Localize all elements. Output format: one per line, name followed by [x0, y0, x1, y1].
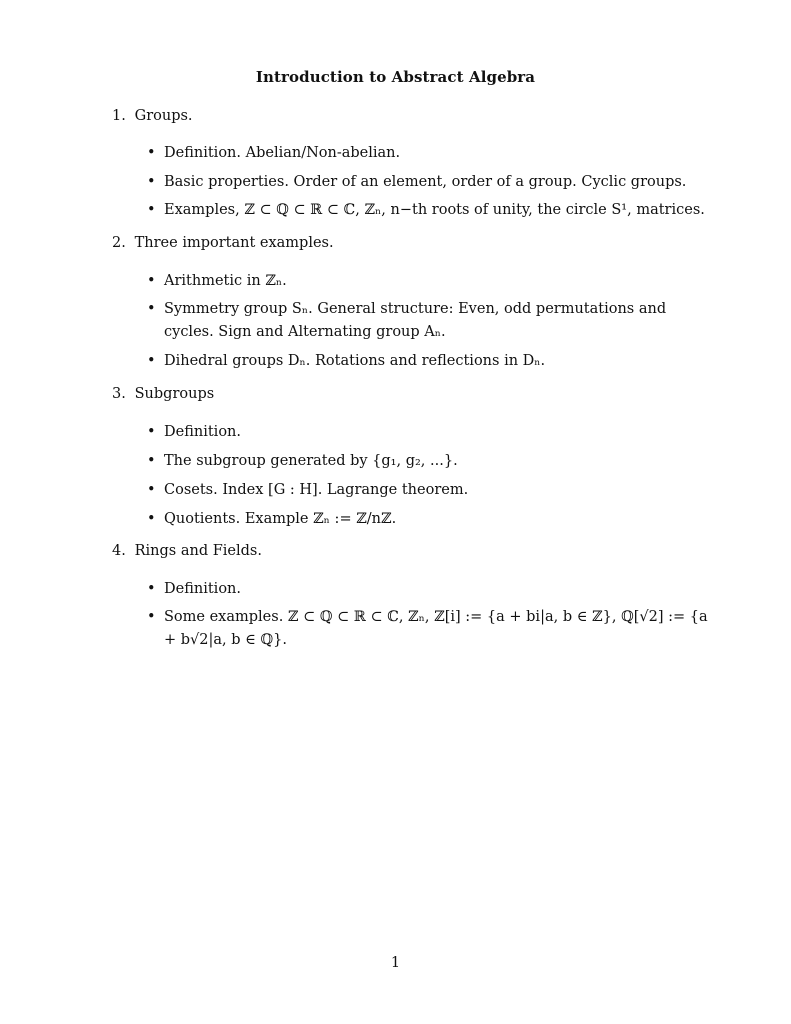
list-item: [149, 479, 719, 502]
section-number: 2.: [112, 235, 126, 251]
section-heading-subgroups: [112, 386, 214, 402]
bullet-icon: •: [147, 301, 156, 317]
list-item: [149, 298, 719, 344]
bullet-icon: •: [147, 453, 156, 469]
list-item: [149, 270, 719, 293]
list-item-text: Symmetry group Sₙ. General structure: Even, odd permutations and cycles. Sign and Alternating group Aₙ.: [164, 301, 667, 340]
list-item-text: Definition.: [164, 581, 241, 597]
list-item: [149, 142, 719, 165]
bullet-icon: •: [147, 174, 156, 190]
section-number: 1.: [112, 108, 126, 124]
list-item-text: Quotients. Example ℤₙ := ℤ/nℤ.: [164, 511, 397, 527]
section-title: Groups.: [134, 108, 193, 124]
list-item-text: Definition.: [164, 424, 241, 440]
list-item: [149, 508, 719, 531]
section-number: 3.: [112, 386, 126, 402]
section-heading-rings-fields: [112, 543, 262, 559]
list-item-text: Some examples. ℤ ⊂ ℚ ⊂ ℝ ⊂ ℂ, ℤₙ, ℤ[i] := {a + bi|a, b ∈ ℤ}, ℚ[√2] := {a + b√2|a, b ∈ ℚ}.: [164, 609, 708, 648]
section-heading-three-examples: [112, 235, 334, 251]
bullet-icon: •: [147, 273, 156, 289]
list-item: [149, 421, 719, 444]
page-number: 1: [390, 955, 401, 971]
list-item-text: Basic properties. Order of an element, order of a group. Cyclic groups.: [164, 174, 687, 190]
list-item-text: Cosets. Index [G : H]. Lagrange theorem.: [164, 482, 469, 498]
section-heading-groups: [112, 108, 193, 124]
section-number: 4.: [112, 543, 126, 559]
bullet-icon: •: [147, 511, 156, 527]
section-title: Rings and Fields.: [134, 543, 262, 559]
list-item-text: Definition. Abelian/Non-abelian.: [164, 145, 401, 161]
bullet-icon: •: [147, 353, 156, 369]
bullet-icon: •: [147, 145, 156, 161]
list-item: [149, 171, 719, 194]
list-item: [149, 450, 719, 473]
list-item-text: Dihedral groups Dₙ. Rotations and reflections in Dₙ.: [164, 353, 546, 369]
bullet-icon: •: [147, 581, 156, 597]
section-title: Subgroups: [134, 386, 215, 402]
bullet-icon: •: [147, 424, 156, 440]
section-title: Three important examples.: [134, 235, 334, 251]
list-item: [149, 606, 719, 652]
list-item-text: Examples, ℤ ⊂ ℚ ⊂ ℝ ⊂ ℂ, ℤₙ, n−th roots of unity, the circle S¹, matrices.: [164, 202, 705, 218]
bullet-icon: •: [147, 482, 156, 498]
list-item: [149, 350, 719, 373]
list-item-text: The subgroup generated by {g₁, g₂, ...}.: [164, 453, 458, 469]
list-item: [149, 578, 719, 601]
bullet-icon: •: [147, 609, 156, 625]
list-item-text: Arithmetic in ℤₙ.: [164, 273, 287, 289]
document-title: Introduction to Abstract Algebra: [255, 68, 536, 86]
bullet-icon: •: [147, 202, 156, 218]
list-item: [149, 199, 719, 222]
